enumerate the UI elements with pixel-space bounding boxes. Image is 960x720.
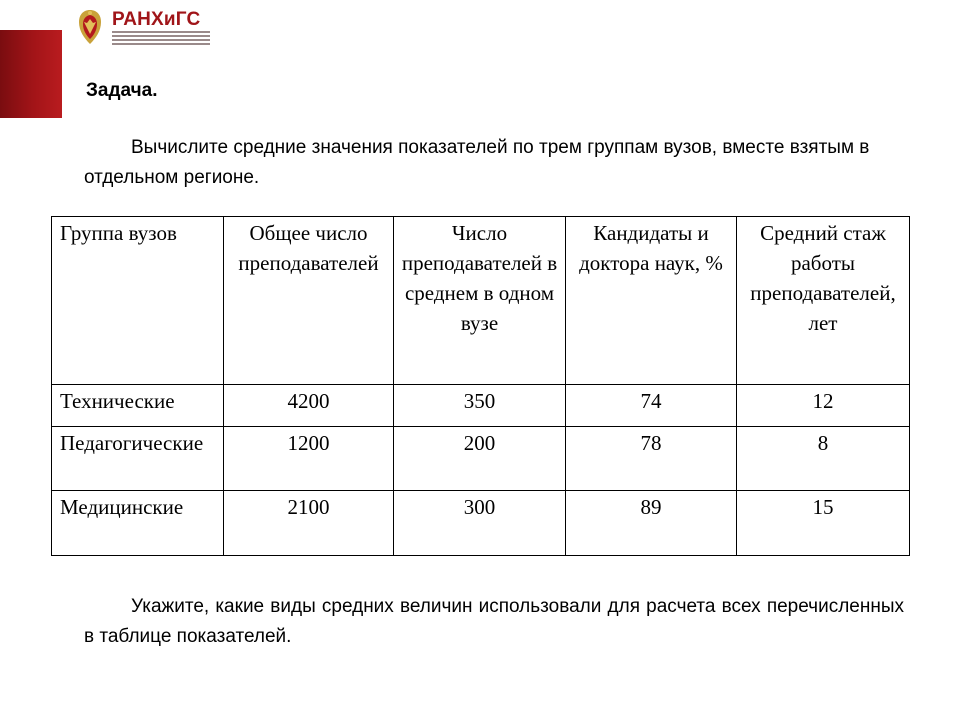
column-header: Группа вузов bbox=[52, 217, 224, 385]
task-title: Задача. bbox=[86, 80, 158, 101]
table-cell: 2100 bbox=[224, 490, 394, 555]
table-cell: 74 bbox=[566, 385, 737, 426]
table-cell: 300 bbox=[394, 490, 566, 555]
table-cell: Медицинские bbox=[52, 490, 224, 555]
table-cell: 4200 bbox=[224, 385, 394, 426]
column-header: Число преподавателей в среднем в одном вузе bbox=[394, 217, 566, 385]
table-cell: 78 bbox=[566, 426, 737, 490]
table-row bbox=[52, 385, 910, 426]
table-cell: Педагогические bbox=[52, 426, 224, 490]
table-cell: Технические bbox=[52, 385, 224, 426]
brand-tagline bbox=[112, 31, 210, 47]
eagle-emblem-icon bbox=[74, 7, 106, 47]
table-cell: 8 bbox=[737, 426, 910, 490]
table-cell: 1200 bbox=[224, 426, 394, 490]
table-cell: 15 bbox=[737, 490, 910, 555]
column-header: Общее число преподавателей bbox=[224, 217, 394, 385]
brand-name: РАНХиГС bbox=[112, 9, 201, 30]
question-text: Укажите, какие виды средних величин использовали для расчета всех перечисленных в таблице показателей. bbox=[84, 596, 904, 647]
column-header: Кандидаты и доктора наук, % bbox=[566, 217, 737, 385]
table-header-row bbox=[52, 217, 910, 385]
decorative-red-bar bbox=[0, 30, 62, 118]
data-table bbox=[51, 216, 910, 556]
column-header: Средний стаж работы преподавателей, лет bbox=[737, 217, 910, 385]
table-cell: 89 bbox=[566, 490, 737, 555]
table-row bbox=[52, 426, 910, 490]
table-cell: 200 bbox=[394, 426, 566, 490]
table-cell: 12 bbox=[737, 385, 910, 426]
task-text: Вычислите средние значения показателей по трем группам вузов, вместе взятым в отдельном регионе. bbox=[84, 137, 870, 188]
ranepa-logo bbox=[74, 7, 214, 47]
table-cell: 350 bbox=[394, 385, 566, 426]
table-row bbox=[52, 490, 910, 555]
